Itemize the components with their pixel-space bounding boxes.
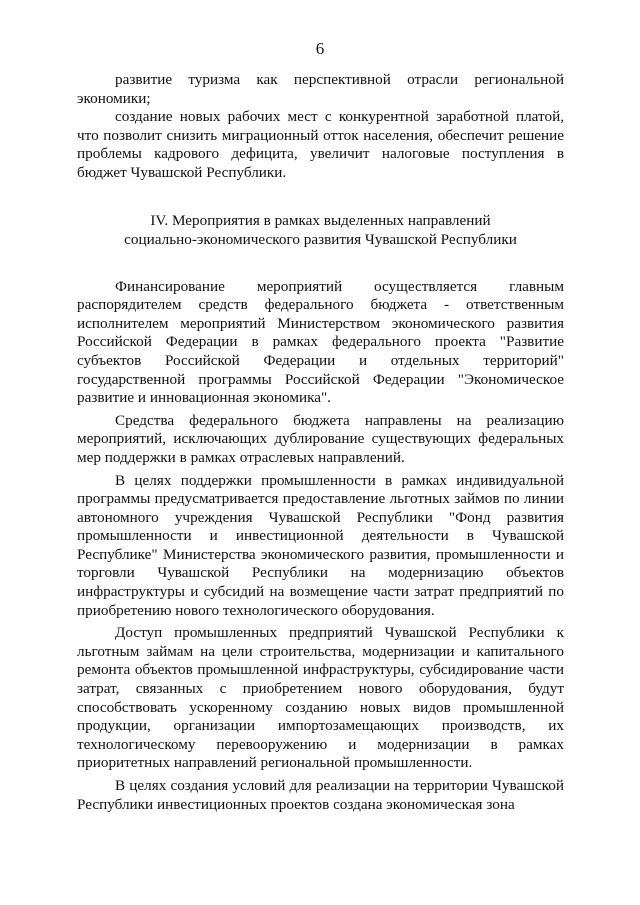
document-body [77, 71, 564, 814]
section-heading-line-2: социально-экономического развития Чувашской Республики [124, 230, 517, 248]
section-heading [77, 211, 564, 249]
section-heading-line-1: IV. Мероприятия в рамках выделенных направлений [150, 211, 491, 229]
paragraph-economic-zone: В целях создания условий для реализации на территории Чувашской Республики инвестиционных проектов создана экономическая зона [77, 777, 564, 813]
paragraph-access-loans: Доступ промышленных предприятий Чувашской Республики к льготным займам на цели строительства, модернизации и капитального ремонта объектов промышленной инфраструктуры, субсидирование части затрат, связанных с приобретением нового оборудования, будут способствовать ускоренному созданию новых видов промышленной продукции, организации импортозамещающих производств, их технологическому перевооружению и модернизации в рамках приоритетных направлений региональной промышленности. [77, 624, 564, 772]
paragraph-industry-support: В целях поддержки промышленности в рамках индивидуальной программы предусматривается предоставление льготных займов по линии автономного учреждения Чувашской Республики "Фонд развития промышленности и инвестиционной деятельности в Чувашской Республике" Министерства экономического развития, промышленности и торговли Чувашской Республики на модернизацию объектов инфраструктуры и субсидий на возмещение части затрат предприятий по приобретению нового технологического оборудования. [77, 471, 564, 619]
paragraph-federal-funds: Средства федерального бюджета направлены на реализацию мероприятий, исключающих дублирование существующих федеральных мер поддержки в рамках отраслевых направлений. [77, 411, 564, 466]
page-number: 6 [315, 39, 325, 58]
paragraph-jobs: создание новых рабочих мест с конкурентной заработной платой, что позволит снизить миграционный отток населения, обеспечит решение проблемы кадрового дефицита, увеличит налоговые поступления в бюджет Чувашской Республики. [77, 108, 564, 181]
paragraph-tourism: развитие туризма как перспективной отрасли региональной экономики; [77, 71, 564, 107]
paragraph-financing: Финансирование мероприятий осуществляется главным распорядителем средств федерального бюджета - ответственным исполнителем мероприятий Министерством экономического развития Российской Федерации в рамках федерального проекта "Развитие субъектов Российской Федерации и отдельных территорий" государственной программы Российской Федерации "Экономическое развитие и инновационная экономика". [77, 277, 564, 407]
